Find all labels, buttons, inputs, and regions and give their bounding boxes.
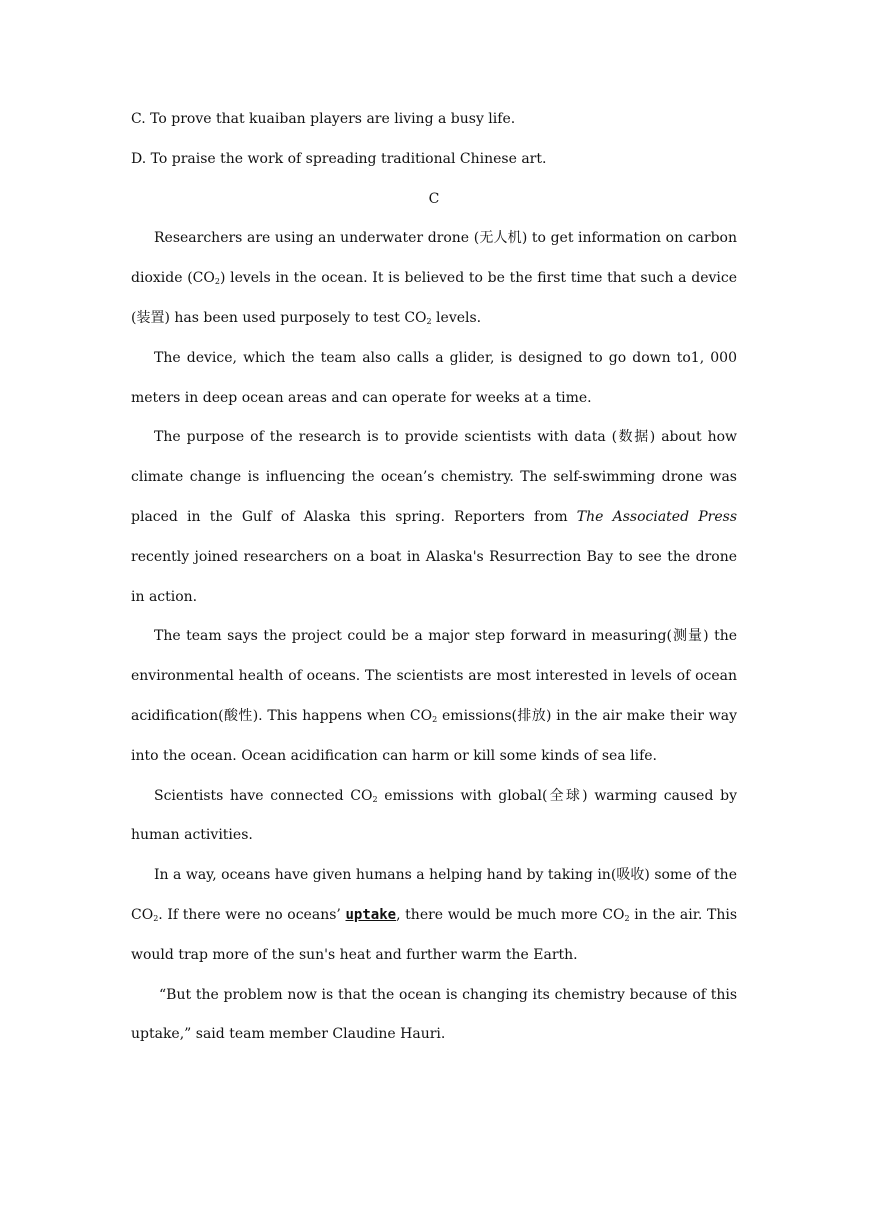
paragraph-2: The device, which the team also calls a glider, is designed to go down to1, 000 meters in deep ocean areas and can operate for weeks at a time. — [131, 349, 737, 406]
paragraph-7: “But the problem now is that the ocean is changing its chemistry because of this uptake,” said team member Claudine Hauri. — [131, 986, 737, 1043]
publication-title: The Associated Press — [576, 508, 737, 525]
paragraph-3: The purpose of the research is to provide scientists with data (数据) about how climate change is influencing the ocean’s chemistry. The self-swimming drone was placed in the Gulf of Alaska this spring. Reporters from The Associated Press recently joined researchers on a boat in Alaska's Resurrection Bay to see the drone in action. — [131, 429, 737, 605]
document-page — [131, 100, 737, 1055]
paragraph-4: The team says the project could be a major step forward in measuring(测量) the environmental health of oceans. The scientists are most interested in levels of ocean acidification(酸性). This happens when $CO_2$ emissions(排放) in the air make their way into the ocean. Ocean acidification can harm or kill some kinds of sea life. — [131, 628, 737, 764]
underlined-word: uptake — [345, 906, 397, 923]
paragraph-6: In a way, oceans have given humans a helping hand by taking in(吸收) some of the $CO_2$. If there were no oceans’ uptake, there would be much more $CO_2$ in the air. This would trap more of the sun's heat and further warm the Earth. — [131, 867, 737, 963]
option-d: D. To praise the work of spreading traditional Chinese art. — [131, 150, 547, 167]
paragraph-5: Scientists have connected $CO_2$ emissions with global(全球) warming caused by human activities. — [131, 787, 737, 844]
paragraph-1: Researchers are using an underwater drone (无人机) to get information on carbon dioxide $(CO_2)$ levels in the ocean. It is believed to be the first time that such a device (装置) has been used purposely to test $CO_2$ levels. — [131, 230, 737, 326]
option-c: C. To prove that kuaiban players are living a busy life. — [131, 111, 516, 127]
section-heading: C — [428, 190, 440, 207]
